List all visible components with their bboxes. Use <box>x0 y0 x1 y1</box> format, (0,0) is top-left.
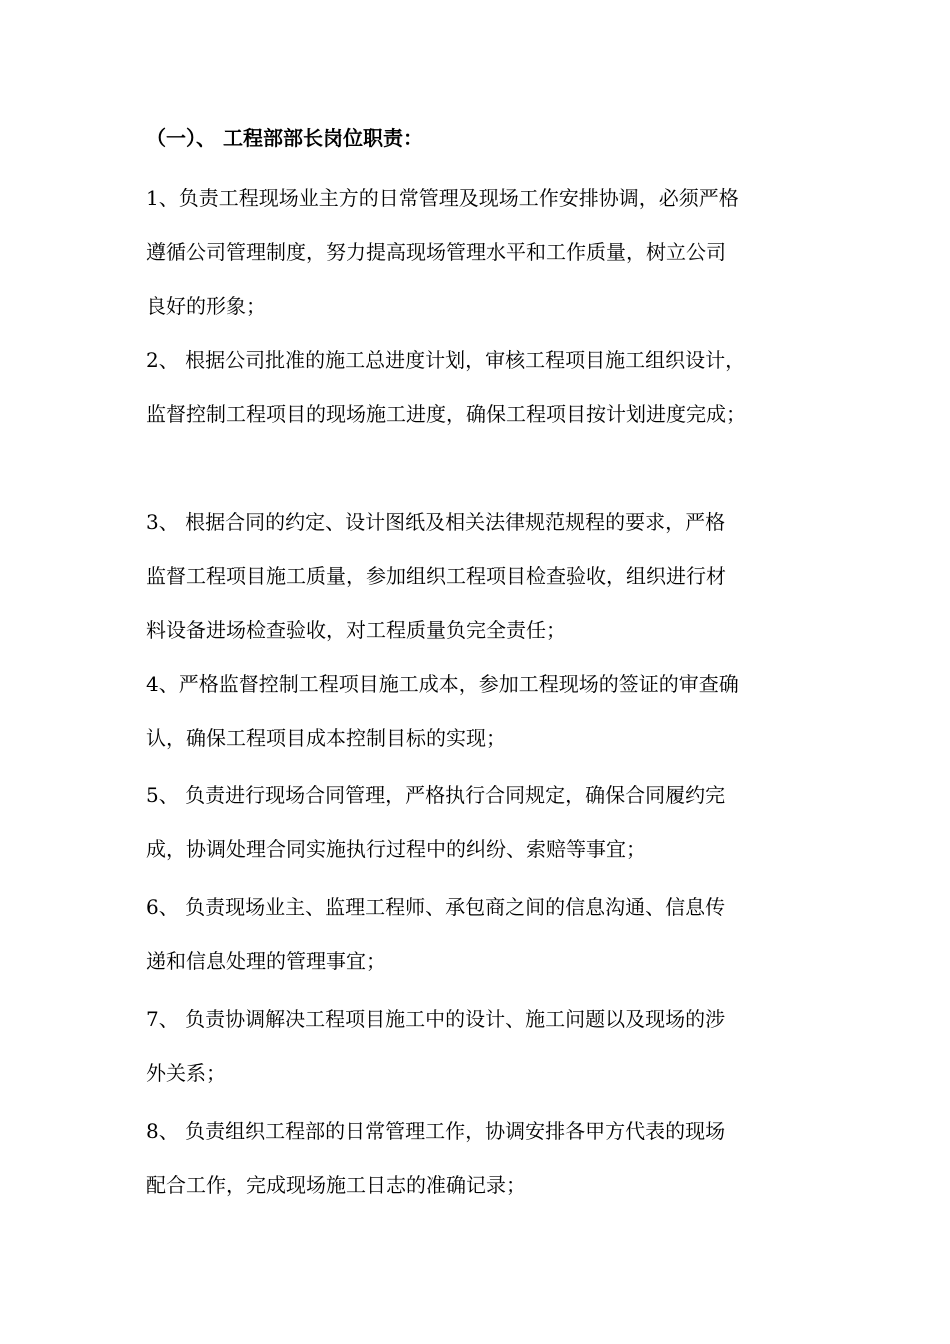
duty-item-1 <box>146 171 826 333</box>
duty-item-line: 7、 负责协调解决工程项目施工中的设计、施工问题以及现场的涉 <box>146 1007 726 1031</box>
duty-item-7 <box>146 992 826 1100</box>
duty-item-line: 4、严格监督控制工程项目施工成本，参加工程现场的签证的审查确 <box>146 672 739 696</box>
duty-item-3 <box>146 495 826 657</box>
duty-item-4 <box>146 657 826 765</box>
duty-item-8 <box>146 1104 826 1212</box>
duty-item-line: 认，确保工程项目成本控制目标的实现； <box>146 726 506 750</box>
duty-item-line: 良好的形象； <box>146 294 266 318</box>
duty-item-5 <box>146 768 826 876</box>
duty-item-line: 1、负责工程现场业主方的日常管理及现场工作安排协调，必须严格 <box>146 186 739 210</box>
duty-item-6 <box>146 880 826 988</box>
section-heading: （一）、 工程部部长岗位职责： <box>146 126 423 150</box>
duty-item-line: 外关系； <box>146 1061 226 1085</box>
duty-item-line: 8、 负责组织工程部的日常管理工作，协调安排各甲方代表的现场 <box>146 1119 726 1143</box>
duty-item-line: 监督控制工程项目的现场施工进度，确保工程项目按计划进度完成； <box>146 402 746 426</box>
duty-item-2 <box>146 333 826 441</box>
duty-item-line: 2、 根据公司批准的施工总进度计划，审核工程项目施工组织设计， <box>146 348 746 372</box>
duty-item-line: 成，协调处理合同实施执行过程中的纠纷、索赔等事宜； <box>146 837 646 861</box>
duty-item-line: 遵循公司管理制度，努力提高现场管理水平和工作质量，树立公司 <box>146 240 726 264</box>
duty-item-line: 6、 负责现场业主、监理工程师、承包商之间的信息沟通、信息传 <box>146 895 726 919</box>
duty-item-line: 5、 负责进行现场合同管理，严格执行合同规定，确保合同履约完 <box>146 783 726 807</box>
duty-item-line: 递和信息处理的管理事宜； <box>146 949 386 973</box>
duty-item-line: 料设备进场检查验收，对工程质量负完全责任； <box>146 618 566 642</box>
duty-item-line: 监督工程项目施工质量，参加组织工程项目检查验收，组织进行材 <box>146 564 726 588</box>
duty-item-line: 配合工作，完成现场施工日志的准确记录； <box>146 1173 526 1197</box>
duty-item-line: 3、 根据合同的约定、设计图纸及相关法律规范规程的要求，严格 <box>146 510 726 534</box>
